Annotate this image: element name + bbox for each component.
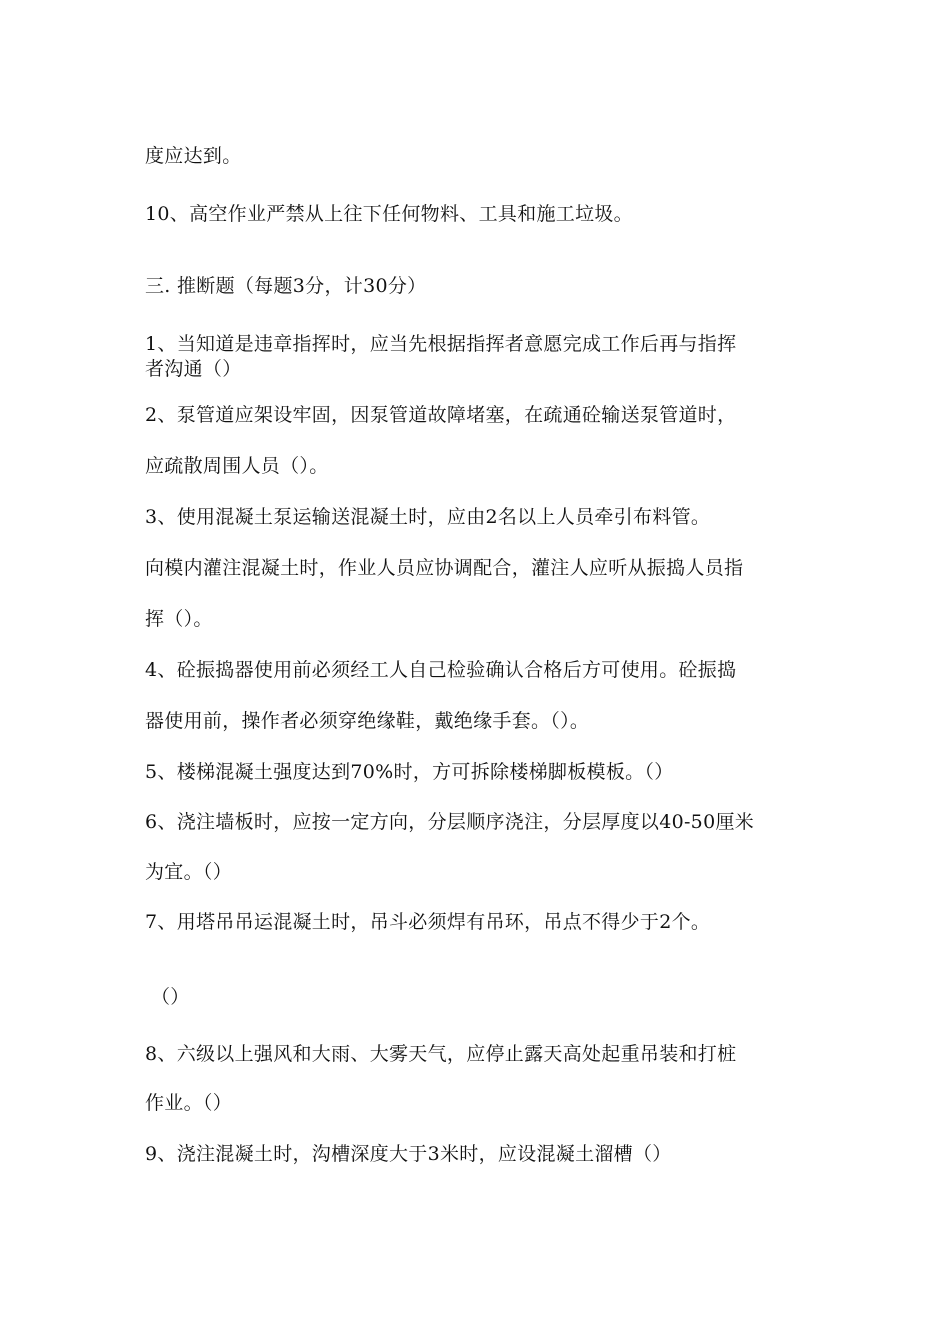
text-line: 挥（）。	[145, 608, 213, 630]
question-8: 8、六级以上强风和大雨、大雾天气，应停止露天高处起重吊装和打桩	[145, 1043, 737, 1065]
question-2: 2、泵管道应架设牢固，因泵管道故障堵塞，在疏通砼输送泵管道时，	[145, 404, 737, 426]
question-1: 1、当知道是违章指挥时，应当先根据指挥者意愿完成工作后再与指挥	[145, 333, 737, 355]
text-line: 器使用前，操作者必须穿绝缘鞋，戴绝缘手套。（）。	[145, 710, 590, 732]
question-6: 6、浇注墙板时，应按一定方向，分层顺序浇注，分层厚度以40-50厘米	[145, 811, 755, 833]
question-3: 3、使用混凝土泵运输送混凝土时，应由2名以上人员牵引布料管。	[145, 506, 711, 528]
text-line: 应疏散周围人员（）。	[145, 455, 329, 477]
section-heading: 三. 推断题（每题3分，计30分）	[145, 275, 427, 297]
text-line: 度应达到。	[145, 145, 242, 167]
question-7: 7、用塔吊吊运混凝土时，吊斗必须焊有吊环，吊点不得少于2个。	[145, 911, 711, 933]
question-4: 4、砼振捣器使用前必须经工人自己检验确认合格后方可使用。砼振捣	[145, 659, 737, 681]
answer-parentheses: （）	[151, 986, 190, 1008]
text-line: 向模内灌注混凝土时，作业人员应协调配合，灌注人应听从振捣人员指	[145, 557, 744, 579]
text-line: 作业。（）	[145, 1092, 233, 1114]
question-5: 5、楼梯混凝土强度达到70%时，方可拆除楼梯脚板模板。（）	[145, 761, 674, 783]
text-line: 为宜。（）	[145, 861, 233, 883]
question-9: 9、浇注混凝土时，沟槽深度大于3米时，应设混凝土溜槽（）	[145, 1143, 672, 1165]
text-line: 者沟通（）	[145, 358, 242, 380]
text-line: 10、高空作业严禁从上往下任何物料、工具和施工垃圾。	[145, 203, 633, 225]
